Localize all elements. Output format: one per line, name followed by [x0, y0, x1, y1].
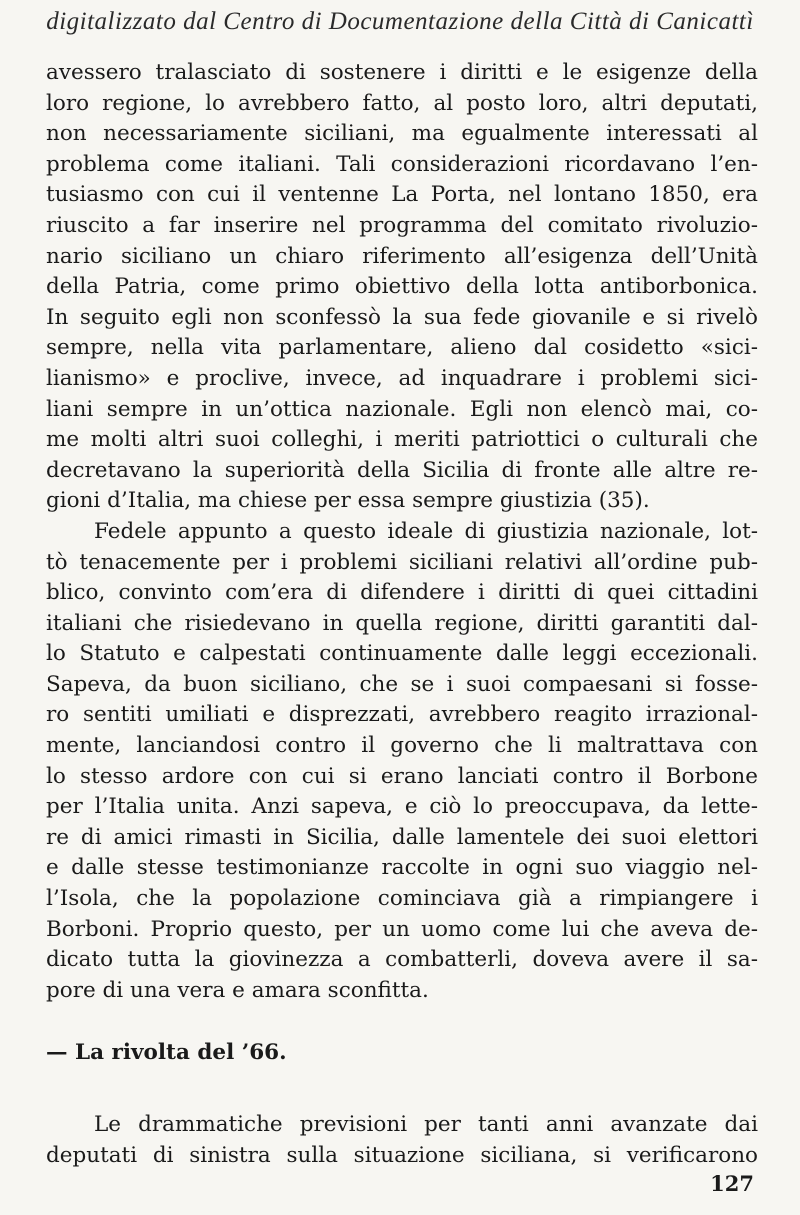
- text-line: l’Isola, che la popolazione cominciava già a rimpiangere i: [46, 886, 758, 912]
- text-line: e dalle stesse testimonianze raccolte in ogni suo viaggio nel-: [46, 855, 758, 881]
- text-line: re di amici rimasti in Sicilia, dalle lamentele dei suoi elettori: [46, 824, 758, 850]
- section-heading: — La rivolta del ’66.: [46, 1040, 287, 1066]
- text-line: Le drammatiche previsioni per tanti anni avanzate dai: [94, 1112, 758, 1138]
- text-line: loro regione, lo avrebbero fatto, al posto loro, altri deputati,: [46, 90, 758, 116]
- text-line: sempre, nella vita parlamentare, alieno dal cosidetto «sici-: [46, 335, 758, 361]
- text-line: deputati di sinistra sulla situazione siciliana, si verificarono: [46, 1143, 758, 1168]
- text-line: italiani che risiedevano in quella regione, diritti garantiti dal-: [46, 610, 758, 636]
- text-line: per l’Italia unita. Anzi sapeva, e ciò lo preoccupava, da lette-: [46, 794, 758, 820]
- text-line: nario siciliano un chiaro riferimento all’esigenza dell’Unità: [46, 243, 758, 269]
- page-number: 127: [710, 1171, 754, 1196]
- text-line: mente, lanciandosi contro il governo che li maltrattava con: [46, 733, 758, 759]
- text-line: decretavano la superiorità della Sicilia di fronte alle altre re-: [46, 457, 758, 483]
- section-spacer: [46, 1070, 758, 1110]
- text-line: me molti altri suoi colleghi, i meriti patriottici o culturali che: [46, 427, 758, 453]
- paragraph-3: [46, 1110, 758, 1171]
- text-line: tusiasmo con cui il ventenne La Porta, nel lontano 1850, era: [46, 182, 758, 208]
- text-line: ro sentiti umiliati e disprezzati, avrebbero reagito irrazional-: [46, 702, 758, 728]
- text-line: lianismo» e proclive, invece, ad inquadrare i problemi sici-: [46, 365, 758, 391]
- text-line: Fedele appunto a questo ideale di giustizia nazionale, lot-: [94, 518, 758, 544]
- paragraph-1: [46, 58, 758, 517]
- paragraph-2: [46, 517, 758, 1007]
- text-line: pore di una vera e amara sconfitta.: [46, 977, 429, 1003]
- watermark-text: digitalizzato dal Centro di Documentazione della Città di Canicattì: [46, 8, 754, 35]
- text-line: Borboni. Proprio questo, per un uomo come lui che aveva de-: [46, 916, 758, 942]
- text-line: avessero tralasciato di sostenere i diritti e le esigenze della: [46, 60, 758, 85]
- page-body: [46, 58, 758, 1172]
- text-line: problema come italiani. Tali considerazioni ricordavano l’en-: [46, 151, 758, 177]
- text-line: blico, convinto com’era di difendere i diritti di quei cittadini: [46, 580, 758, 606]
- text-line: Sapeva, da buon siciliano, che se i suoi compaesani si fosse-: [46, 671, 758, 697]
- text-line: riuscito a far inserire nel programma del comitato rivoluzio-: [46, 212, 758, 238]
- section-spacer: [46, 1006, 758, 1036]
- text-line: In seguito egli non sconfessò la sua fede giovanile e si rivelò: [46, 304, 758, 330]
- text-line: dicato tutta la giovinezza a combatterli, doveva avere il sa-: [46, 947, 758, 973]
- text-line: gioni d’Italia, ma chiese per essa sempre giustizia (35).: [46, 488, 650, 514]
- text-line: lo stesso ardore con cui si erano lanciati contro il Borbone: [46, 763, 758, 789]
- text-line: liani sempre in un’ottica nazionale. Egli non elencò mai, co-: [46, 396, 758, 422]
- text-line: non necessariamente siciliani, ma egualmente interessati al: [46, 121, 758, 147]
- text-line: lo Statuto e calpestati continuamente dalle leggi eccezionali.: [46, 641, 758, 667]
- text-line: della Patria, come primo obiettivo della lotta antiborbonica.: [46, 274, 758, 300]
- text-line: tò tenacemente per i problemi siciliani relativi all’ordine pub-: [46, 549, 758, 575]
